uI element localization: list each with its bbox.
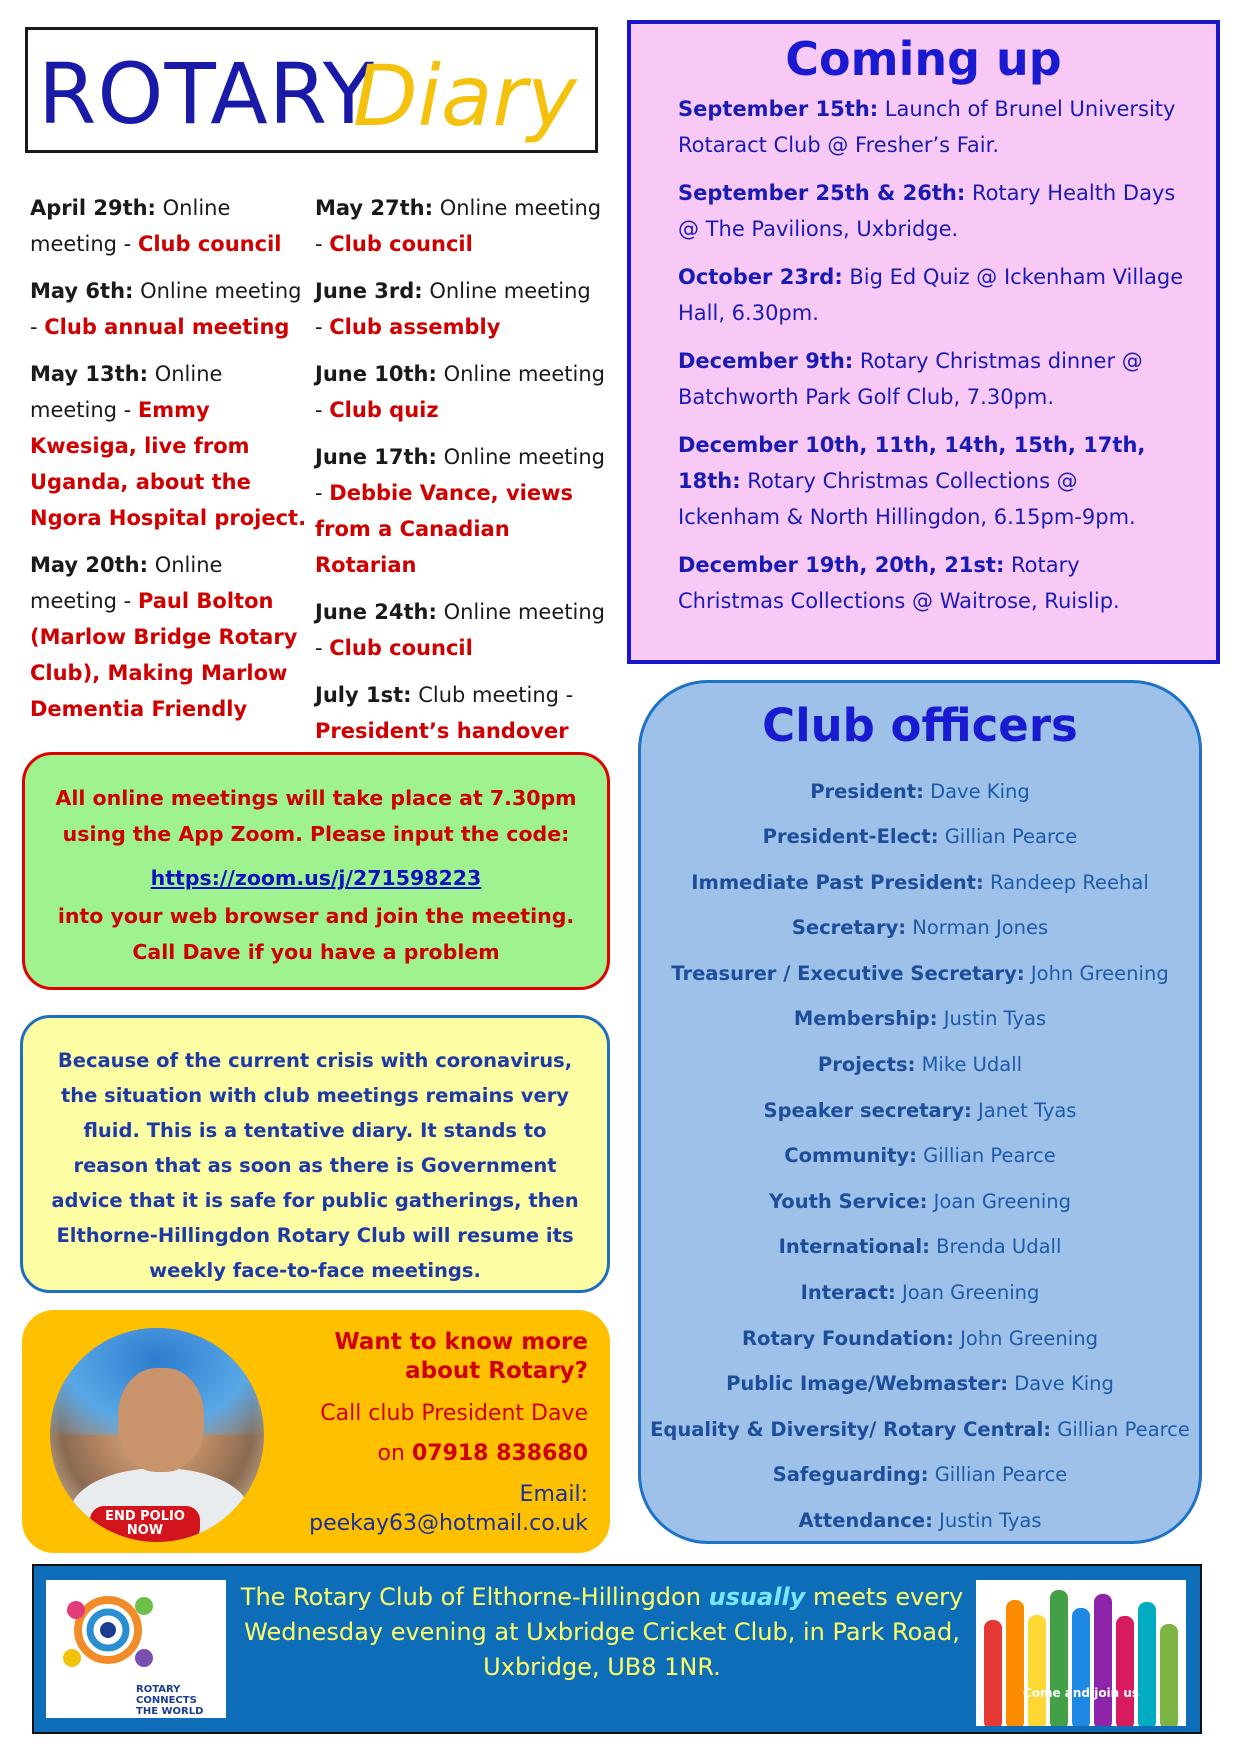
club-officers-panel [638, 680, 1202, 1544]
officer-row: Attendance: Justin Tyas [798, 1509, 1042, 1532]
officer-row: Community: Gillian Pearce [784, 1144, 1056, 1168]
diary-entry: May 27th: Online meeting - Club council [315, 196, 602, 256]
zoom-instructions: into your web browser and join the meeting. [57, 904, 575, 928]
rotary-connects-logo [46, 1580, 226, 1718]
officer-row: Secretary: Norman Jones [791, 916, 1049, 940]
event-item: September 15th: Launch of Brunel University Rotaract Club @ Fresher’s Fair. [678, 96, 1176, 157]
officer-row: Speaker secretary: Janet Tyas [763, 1098, 1077, 1122]
coming-up-panel [627, 20, 1220, 664]
diary-column-left [30, 190, 310, 738]
phone-number[interactable]: 07918 838680 [411, 1441, 588, 1466]
email-label: Email: [519, 1482, 588, 1507]
event-item: December 10th, 11th, 14th, 15th, 17th, 18th: Rotary Christmas Collections @ Ickenham & North Hillingdon, 6.15pm-9pm. [678, 432, 1146, 529]
diary-entry: July 1st: Club meeting - President’s handover [315, 683, 574, 743]
diary-entry: June 24th: Online meeting - Club council [315, 600, 605, 660]
event-item: December 9th: Rotary Christmas dinner @ Batchworth Park Golf Club, 7.30pm. [678, 348, 1143, 409]
come-and-join-us-image [976, 1580, 1186, 1726]
email-address[interactable]: peekay63@hotmail.co.uk [309, 1511, 588, 1536]
contact-box [22, 1310, 610, 1553]
officer-row: Projects: Mike Udall [817, 1053, 1023, 1077]
diary-entry: May 13th: Online meeting - Emmy Kwesiga, live from Uganda, about the Ngora Hospital project. [30, 362, 307, 530]
diary-entry: June 3rd: Online meeting - Club assembly [315, 279, 591, 339]
zoom-help-text: Call Dave if you have a problem [132, 940, 500, 964]
diary-column-right [315, 190, 605, 760]
coronavirus-notice-box [20, 1015, 610, 1293]
officer-row: Interact: Joan Greening [800, 1281, 1040, 1305]
diary-entry: June 10th: Online meeting - Club quiz [315, 362, 605, 422]
footer-banner [32, 1564, 1202, 1734]
meeting-location-text: The Rotary Club of Elthorne-Hillingdon usually meets every Wednesday evening at Uxbridge Cricket Club, in Park Road, Uxbridge, UB8 1NR. [240, 1583, 964, 1681]
diary-title-box [25, 27, 598, 153]
raised-hands-icon [976, 1580, 1186, 1726]
officer-row: President-Elect: Gillian Pearce [762, 825, 1078, 849]
officer-row: Public Image/Webmaster: Dave King [726, 1372, 1114, 1396]
title-rotary: ROTARY [38, 45, 376, 143]
come-and-join-us-text: Come and join us [1022, 1686, 1140, 1700]
diary-entry: April 29th: Online meeting - Club council [30, 196, 282, 256]
zoom-link[interactable]: https://zoom.us/j/271598223 [150, 866, 482, 890]
officer-row: Safeguarding: Gillian Pearce [772, 1463, 1068, 1487]
event-item: September 25th & 26th: Rotary Health Days @ The Pavilions, Uxbridge. [678, 180, 1176, 241]
contact-question: Want to know more about Rotary? [334, 1329, 588, 1384]
title-diary: Diary [353, 47, 577, 145]
officer-row: International: Brenda Udall [778, 1235, 1062, 1259]
event-item: December 19th, 20th, 21st: Rotary Christmas Collections @ Waitrose, Ruislip. [678, 552, 1120, 613]
diary-entry: May 6th: Online meeting - Club annual meeting [30, 279, 302, 339]
officer-row: President: Dave King [810, 779, 1030, 803]
officer-row: Youth Service: Joan Greening [768, 1189, 1072, 1213]
coming-up-heading: Coming up [785, 32, 1062, 86]
zoom-info-box [22, 752, 610, 990]
contact-text [268, 1328, 588, 1538]
officer-row: Equality & Diversity/ Rotary Central: Gillian Pearce [650, 1417, 1190, 1441]
contact-phone-line: on 07918 838680 [377, 1441, 588, 1466]
event-item: October 23rd: Big Ed Quiz @ Ickenham Village Hall, 6.30pm. [678, 264, 1184, 325]
officers-heading: Club officers [762, 699, 1078, 752]
rotary-connects-text: ROTARY CONNECTS THE WORLD [136, 1684, 204, 1717]
president-photo [50, 1328, 264, 1542]
officer-row: Membership: Justin Tyas [793, 1007, 1047, 1031]
end-polio-badge: END POLIO NOW [90, 1506, 200, 1542]
contact-call-text: Call club President Dave [320, 1401, 588, 1426]
zoom-intro-text: All online meetings will take place at 7.30pm using the App Zoom. Please input the code: [55, 786, 577, 846]
officer-row: Treasurer / Executive Secretary: John Greening [671, 961, 1169, 985]
diary-entry: May 20th: Online meeting - Paul Bolton (Marlow Bridge Rotary Club), Making Marlow Dementia Friendly [30, 553, 298, 721]
diary-entry: June 17th: Online meeting - Debbie Vance, views from a Canadian Rotarian [315, 445, 605, 577]
officer-row: Immediate Past President: Randeep Reehal [691, 870, 1149, 894]
coronavirus-notice-text: Because of the current crisis with coronavirus, the situation with club meetings remains very fluid. This is a tentative diary. It stands to reason that as soon as there is Government advice that it is safe for public gatherings, then Elthorne-Hillingdon Rotary Club will resume its weekly face-to-face meetings. [51, 1049, 579, 1282]
officer-row: Rotary Foundation: John Greening [742, 1326, 1098, 1350]
